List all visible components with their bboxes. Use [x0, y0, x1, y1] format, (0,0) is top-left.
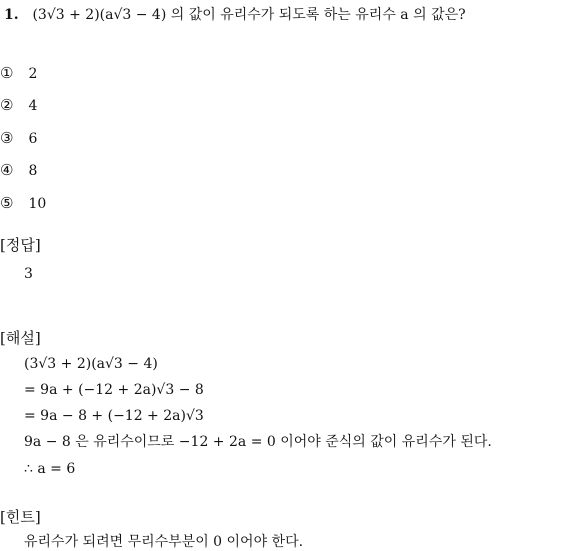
choice-mark: ③ — [0, 129, 14, 147]
choice-item[interactable] — [0, 129, 37, 148]
choice-item[interactable] — [0, 96, 37, 115]
explanation-line: = 9a + (−12 + 2a)√3 − 8 — [24, 382, 204, 398]
choice-value: 4 — [28, 98, 38, 114]
question-text: (3√3 + 2)(a√3 − 4) 의 값이 유리수가 되도록 하는 유리수 a 의 값은? — [32, 7, 466, 23]
answer-title: [정답] — [0, 236, 41, 254]
explanation-line: 9a − 8 은 유리수이므로 −12 + 2a = 0 이어야 준식의 값이 유리수가 된다. — [24, 434, 492, 450]
question-line — [4, 6, 466, 24]
choice-item[interactable] — [0, 194, 46, 213]
explanation-title: [해설] — [0, 329, 41, 347]
explanation-line: ∴ a = 6 — [24, 461, 76, 477]
choice-value: 6 — [28, 131, 38, 147]
hint-text: 유리수가 되려면 무리수부분이 0 이어야 한다. — [24, 534, 304, 550]
choice-value: 2 — [28, 66, 38, 82]
choice-item[interactable] — [0, 161, 37, 180]
choice-mark: ④ — [0, 161, 14, 179]
hint-title: [힌트] — [0, 508, 41, 526]
explanation-line: (3√3 + 2)(a√3 − 4) — [24, 356, 158, 372]
question-number: 1. — [4, 7, 19, 23]
choice-mark: ① — [0, 64, 14, 82]
explanation-line: = 9a − 8 + (−12 + 2a)√3 — [24, 408, 204, 424]
choice-value: 8 — [28, 163, 38, 179]
choice-item[interactable] — [0, 64, 37, 83]
answer-value: 3 — [24, 266, 33, 282]
choice-value: 10 — [28, 196, 47, 212]
choice-mark: ⑤ — [0, 194, 14, 212]
choice-mark: ② — [0, 96, 14, 114]
